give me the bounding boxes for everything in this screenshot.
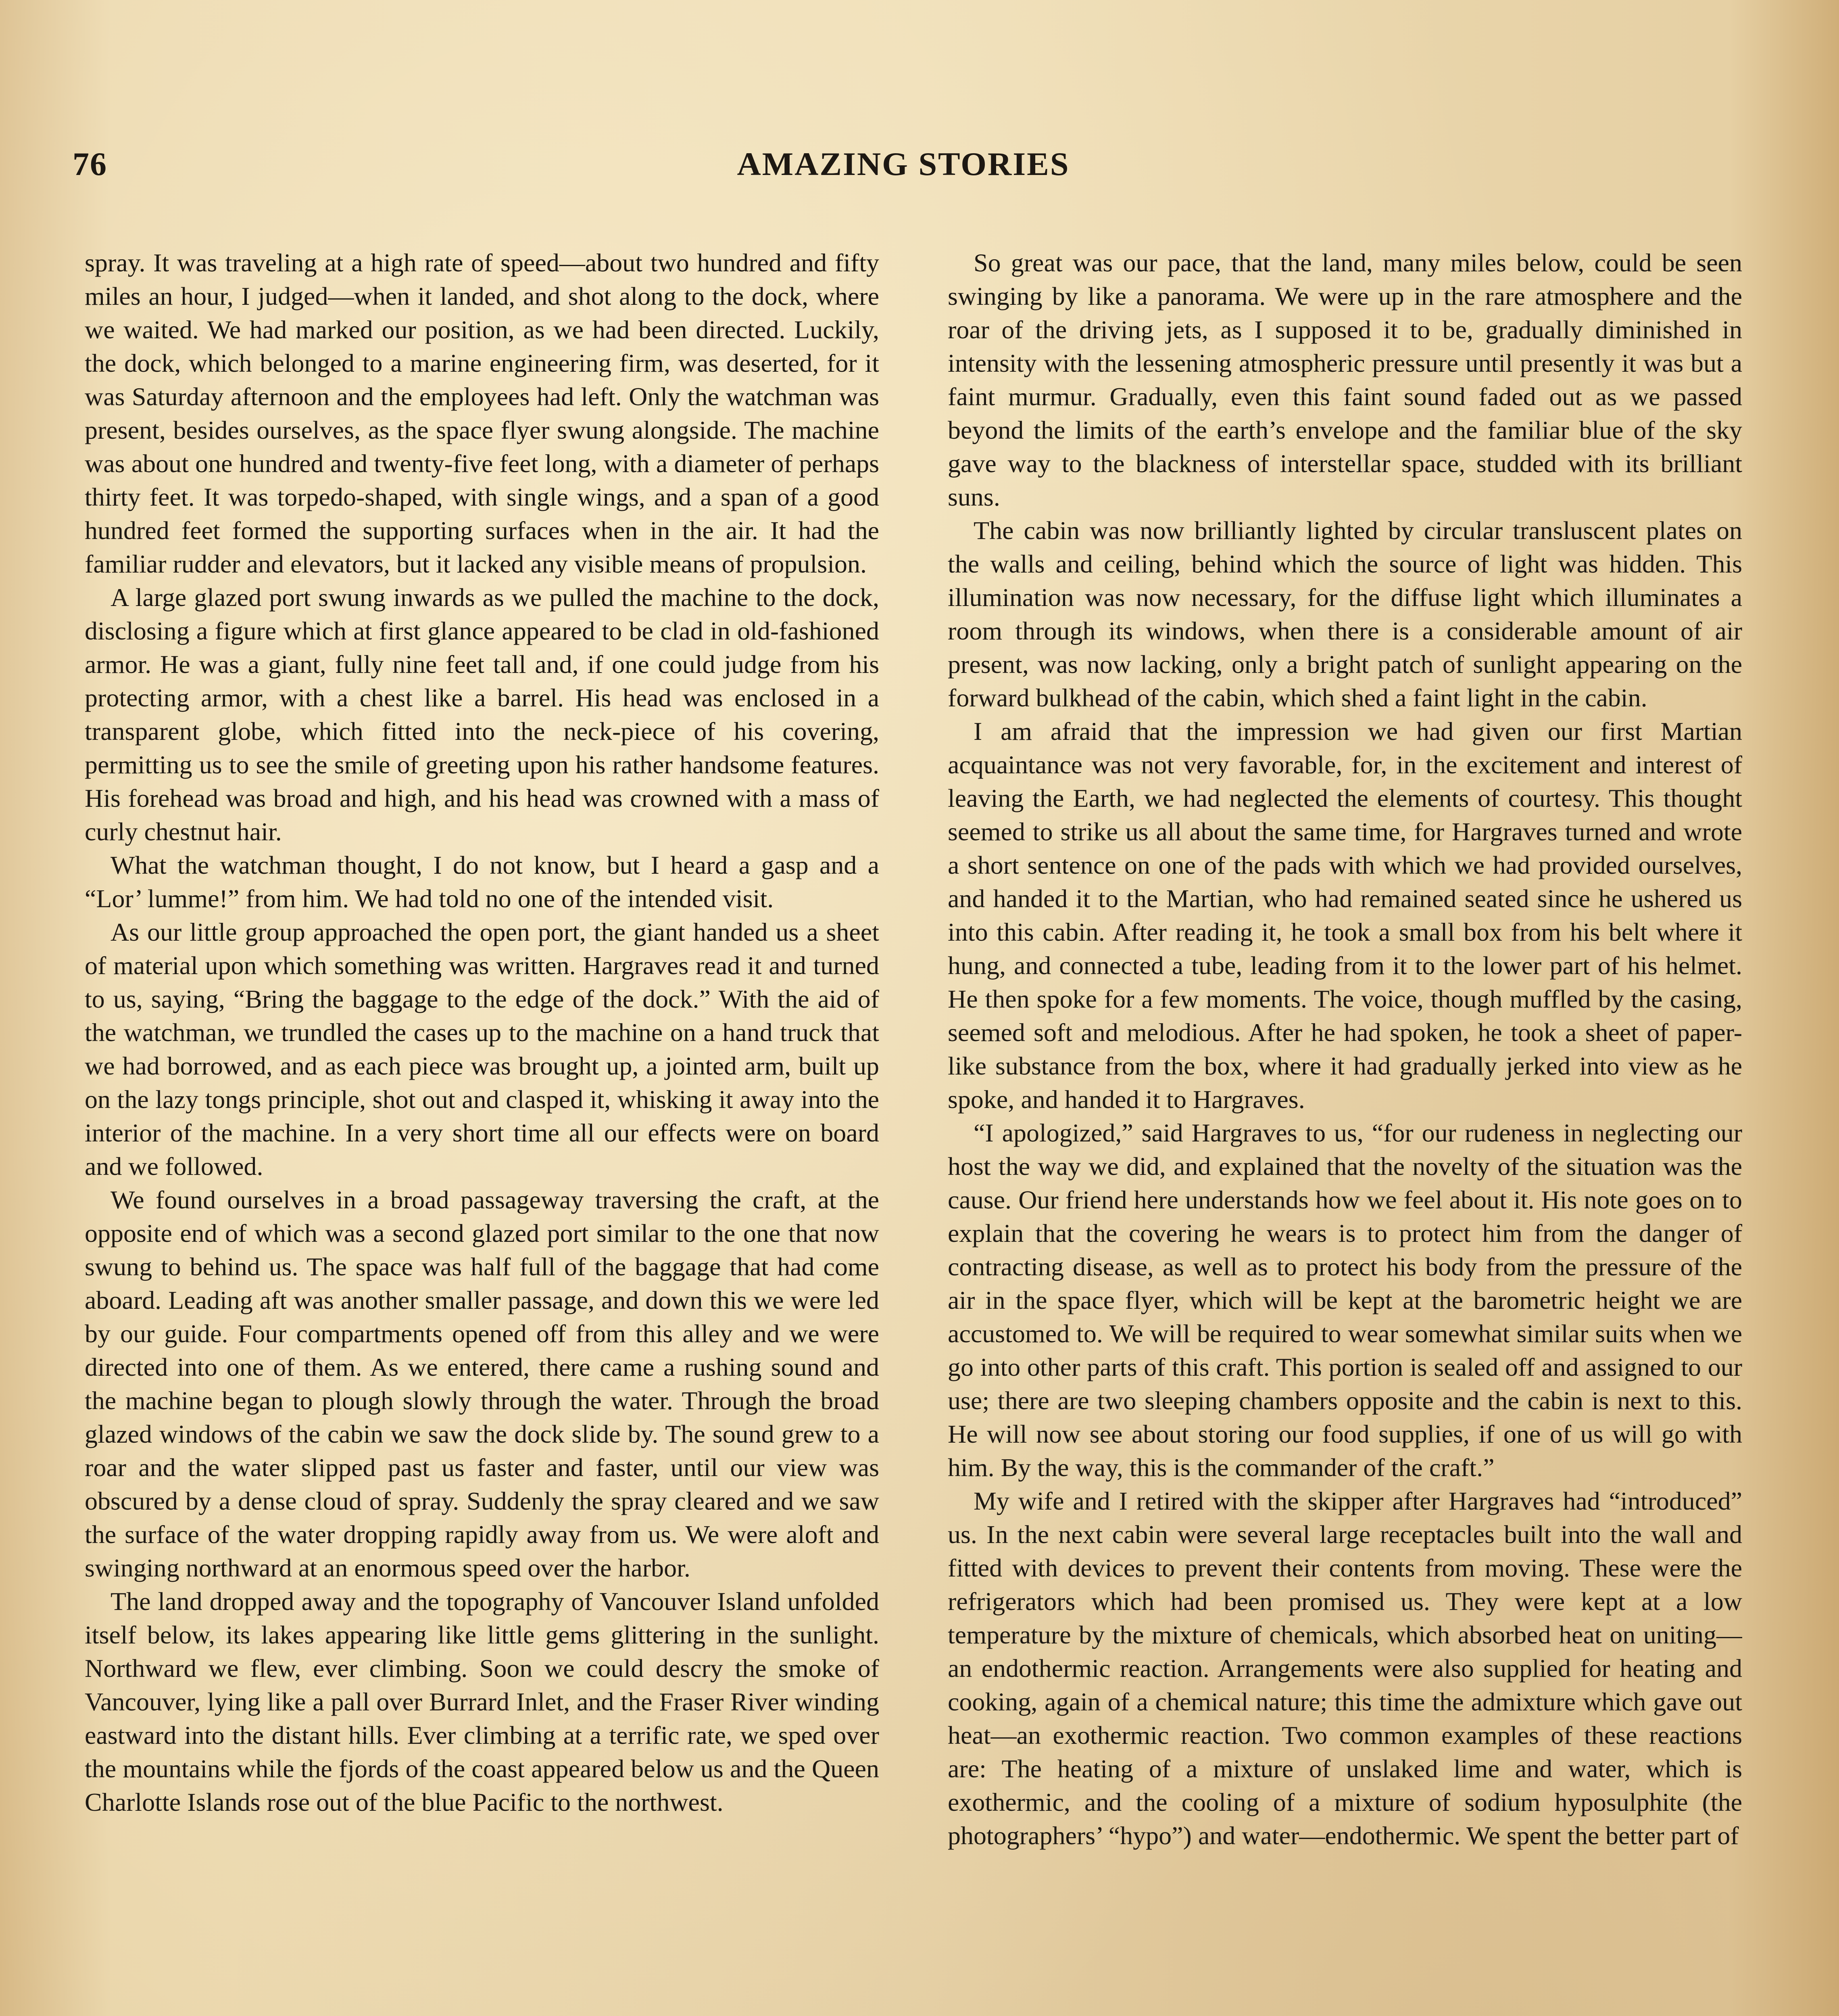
paragraph: “I apologized,” said Hargraves to us, “for our rudeness in neglecting our host the way we did, and explained that the novelty of the situation was the cause. Our friend here understands how we feel about it. His note goes on to explain that the covering he wears is to protect him from the danger of contracting disease, as well as to protect his body from the pressure of the air in the space flyer, which will be kept at the barometric height we are accustomed to. We will be required to wear somewhat similar suits when we go into other parts of this craft. This portion is sealed off and assigned to our use; there are two sleeping chambers opposite and the cabin is next to this. He will now see about storing our food supplies, if one of us will go with him. By the way, this is the commander of the craft.” [948,1118,1742,1482]
paragraph: What the watchman thought, I do not know, but I heard a gasp and a “Lor’ lumme!” from him. We had told no one of the intended visit. [85,851,879,913]
paragraph: We found ourselves in a broad passageway traversing the craft, at the opposite end of which was a second glazed port similar to the one that now swung to behind us. The space was half full of the baggage that had come aboard. Leading aft was another smaller passage, and down this we were led by our guide. Four compartments opened off from this alley and we were directed into one of them. As we entered, there came a rushing sound and the machine began to plough slowly through the water. Through the broad glazed windows of the cabin we saw the dock slide by. The sound grew to a roar and the water slipped past us faster and faster, until our view was obscured by a dense cloud of spray. Suddenly the spray cleared and we saw the surface of the water dropping rapidly away from us. We were aloft and swinging northward at an enormous speed over the harbor. [85,1185,879,1582]
paragraph: The cabin was now brilliantly lighted by circular transluscent plates on the walls and ceiling, behind which the source of light was hidden. This illumination was now necessary, for the diffuse light which illuminates a room through its windows, when there is a considerable amount of air present, was now lacking, only a bright patch of sunlight appearing on the forward bulkhead of the cabin, which shed a faint light in the cabin. [948,516,1742,712]
text-columns [85,246,1742,2016]
paragraph: So great was our pace, that the land, many miles below, could be seen swinging by like a panorama. We were up in the rare atmosphere and the roar of the driving jets, as I supposed it to be, gradually diminished in intensity with the lessening atmospheric pressure until presently it was but a faint murmur. Gradually, even this faint sound faded out as we passed beyond the limits of the earth’s envelope and the familiar blue of the sky gave way to the blackness of interstellar space, studded with its brilliant suns. [948,248,1742,511]
page-number: 76 [73,146,107,182]
paragraph: The land dropped away and the topography of Vancouver Island unfolded itself below, its lakes appearing like little gems glittering in the sunlight. Northward we flew, ever climbing. Soon we could descry the smoke of Vancouver, lying like a pall over Burrard Inlet, and the Fraser River winding eastward into the distant hills. Ever climbing at a terrific rate, we sped over the mountains while the fjords of the coast appeared below us and the Queen Charlotte Islands rose out of the blue Pacific to the northwest. [85,1587,879,1816]
paragraph: spray. It was traveling at a high rate of speed—about two hundred and fifty miles an hour, I judged—when it landed, and shot along to the dock, where we waited. We had marked our position, as we had been directed. Luckily, the dock, which belonged to a marine engineering firm, was deserted, for it was Saturday afternoon and the employees had left. Only the watchman was present, besides ourselves, as the space flyer swung alongside. The machine was about one hundred and twenty-five feet long, with a diameter of perhaps thirty feet. It was torpedo-shaped, with single wings, and a span of a good hundred feet formed the supporting surfaces when in the air. It had the familiar rudder and elevators, but it lacked any visible means of propulsion. [85,248,879,578]
left-column [85,246,879,2016]
paragraph: My wife and I retired with the skipper after Hargraves had “introduced” us. In the next cabin were several large receptacles built into the wall and fitted with devices to prevent their contents from moving. These were the refrigerators which had been promised us. They were kept at a low temperature by the mixture of chemicals, which absorbed heat on uniting—an endothermic reaction. Arrangements were also supplied for heating and cooking, again of a chemical nature; this time the admixture which gave out heat—an exothermic reaction. Two common examples of these reactions are: The heating of a mixture of unslaked lime and water, which is exothermic, and the cooling of a mixture of sodium hyposulphite (the photographers’ “hypo”) and water—endothermic. We spent the better part of [948,1487,1742,1850]
paragraph: A large glazed port swung inwards as we pulled the machine to the dock, disclosing a figure which at first glance appeared to be clad in old-fashioned armor. He was a giant, fully nine feet tall and, if one could judge from his protecting armor, with a chest like a barrel. His head was enclosed in a transparent globe, which fitted into the neck-piece of his covering, permitting us to see the smile of greeting upon his rather handsome features. His forehead was broad and high, and his head was crowned with a mass of curly chestnut hair. [85,583,879,846]
paragraph: I am afraid that the impression we had given our first Martian acquaintance was not very favorable, for, in the excitement and interest of leaving the Earth, we had neglected the elements of courtesy. This thought seemed to strike us all about the same time, for Hargraves turned and wrote a short sentence on one of the pads with which we had provided ourselves, and handed it to the Martian, who had remained seated since he ushered us into this cabin. After reading it, he took a small box from his belt where it hung, and connected a tube, leading from it to the lower part of his helmet. He then spoke for a few moments. The voice, though muffled by the casing, seemed soft and melodious. After he had spoken, he took a sheet of paper-like substance from the box, where it had gradually jerked into view as he spoke, and handed it to Hargraves. [948,717,1742,1114]
running-head: AMAZING STORIES [737,146,1070,182]
paragraph: As our little group approached the open port, the giant handed us a sheet of material upon which something was written. Hargraves read it and turned to us, saying, “Bring the baggage to the edge of the dock.” With the aid of the watchman, we trundled the cases up to the machine on a hand truck that we had borrowed, and as each piece was brought up, a jointed arm, built up on the lazy tongs principle, shot out and clasped it, whisking it away into the interior of the machine. In a very short time all our effects were on board and we followed. [85,918,879,1181]
right-column [948,246,1742,2016]
page-header [73,145,1734,194]
